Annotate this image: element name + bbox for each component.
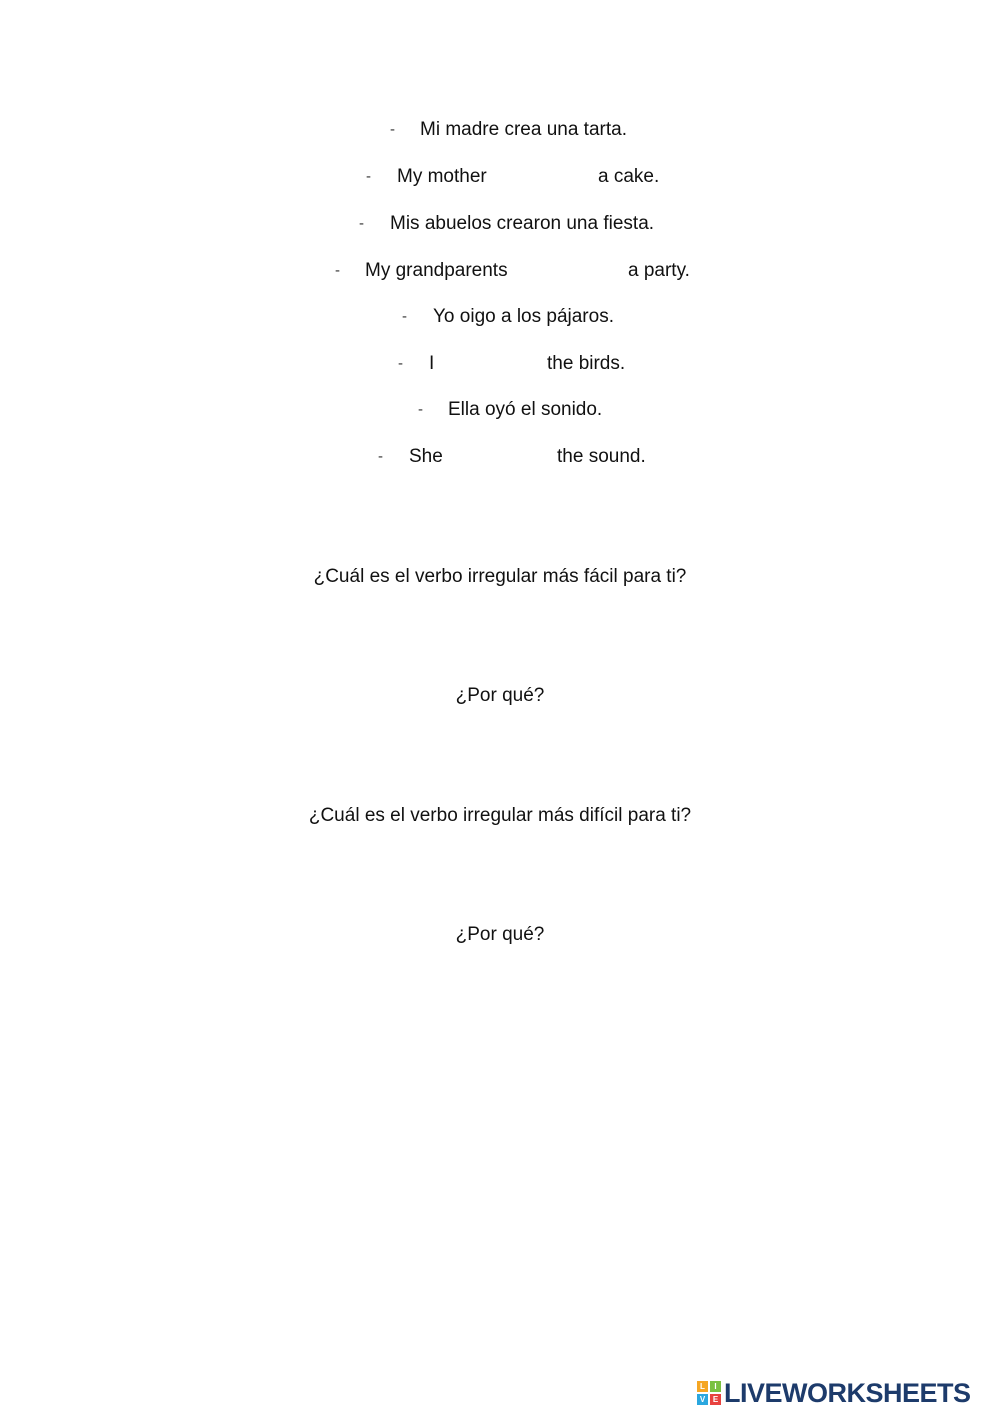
sentence-start: She xyxy=(409,446,443,467)
sentence-start: My grandparents xyxy=(365,260,508,281)
answer-blank-1[interactable] xyxy=(500,164,590,190)
sentence-text: Mi madre crea una tarta. xyxy=(420,119,627,140)
sentence-text: Ella oyó el sonido. xyxy=(448,399,603,420)
logo-icon xyxy=(697,1381,721,1405)
spanish-sentence-3 xyxy=(0,302,1000,332)
english-sentence-1 xyxy=(0,162,1000,192)
spanish-sentence-2 xyxy=(0,209,1000,239)
answer-blank-2[interactable] xyxy=(525,258,620,284)
sentence-end: the birds. xyxy=(547,353,626,374)
sentence-start: I xyxy=(429,353,435,374)
logo-text: LIVEWORKSHEETS xyxy=(724,1377,971,1408)
logo-letter: L xyxy=(697,1381,708,1392)
list-dash: - xyxy=(378,448,383,465)
sentence-text: Yo oigo a los pájaros. xyxy=(433,306,614,327)
list-dash: - xyxy=(402,308,407,325)
question-hardest-verb: ¿Cuál es el verbo irregular más difícil para ti? xyxy=(308,805,692,826)
liveworksheets-logo xyxy=(697,1378,971,1408)
sentence-end: a party. xyxy=(628,260,690,281)
spanish-sentence-4 xyxy=(0,395,1000,425)
list-dash: - xyxy=(366,168,371,185)
spanish-sentence-1 xyxy=(0,115,1000,145)
logo-letter: E xyxy=(710,1394,721,1405)
answer-blank-4[interactable] xyxy=(455,444,547,470)
english-sentence-2 xyxy=(0,256,1000,286)
sentence-start: My mother xyxy=(397,166,487,187)
answer-blank-3[interactable] xyxy=(445,351,537,377)
list-dash: - xyxy=(418,401,423,418)
question-why-2: ¿Por qué? xyxy=(455,924,545,945)
logo-letter: I xyxy=(710,1381,721,1392)
sentence-end: the sound. xyxy=(557,446,646,467)
question-why-1: ¿Por qué? xyxy=(455,685,545,706)
list-dash: - xyxy=(359,215,364,232)
sentence-end: a cake. xyxy=(598,166,660,187)
list-dash: - xyxy=(390,121,395,138)
english-sentence-3 xyxy=(0,349,1000,379)
logo-letter: V xyxy=(697,1394,708,1405)
list-dash: - xyxy=(398,355,403,372)
list-dash: - xyxy=(335,262,340,279)
english-sentence-4 xyxy=(0,442,1000,472)
question-easiest-verb: ¿Cuál es el verbo irregular más fácil para ti? xyxy=(313,566,687,587)
sentence-text: Mis abuelos crearon una fiesta. xyxy=(390,213,655,234)
